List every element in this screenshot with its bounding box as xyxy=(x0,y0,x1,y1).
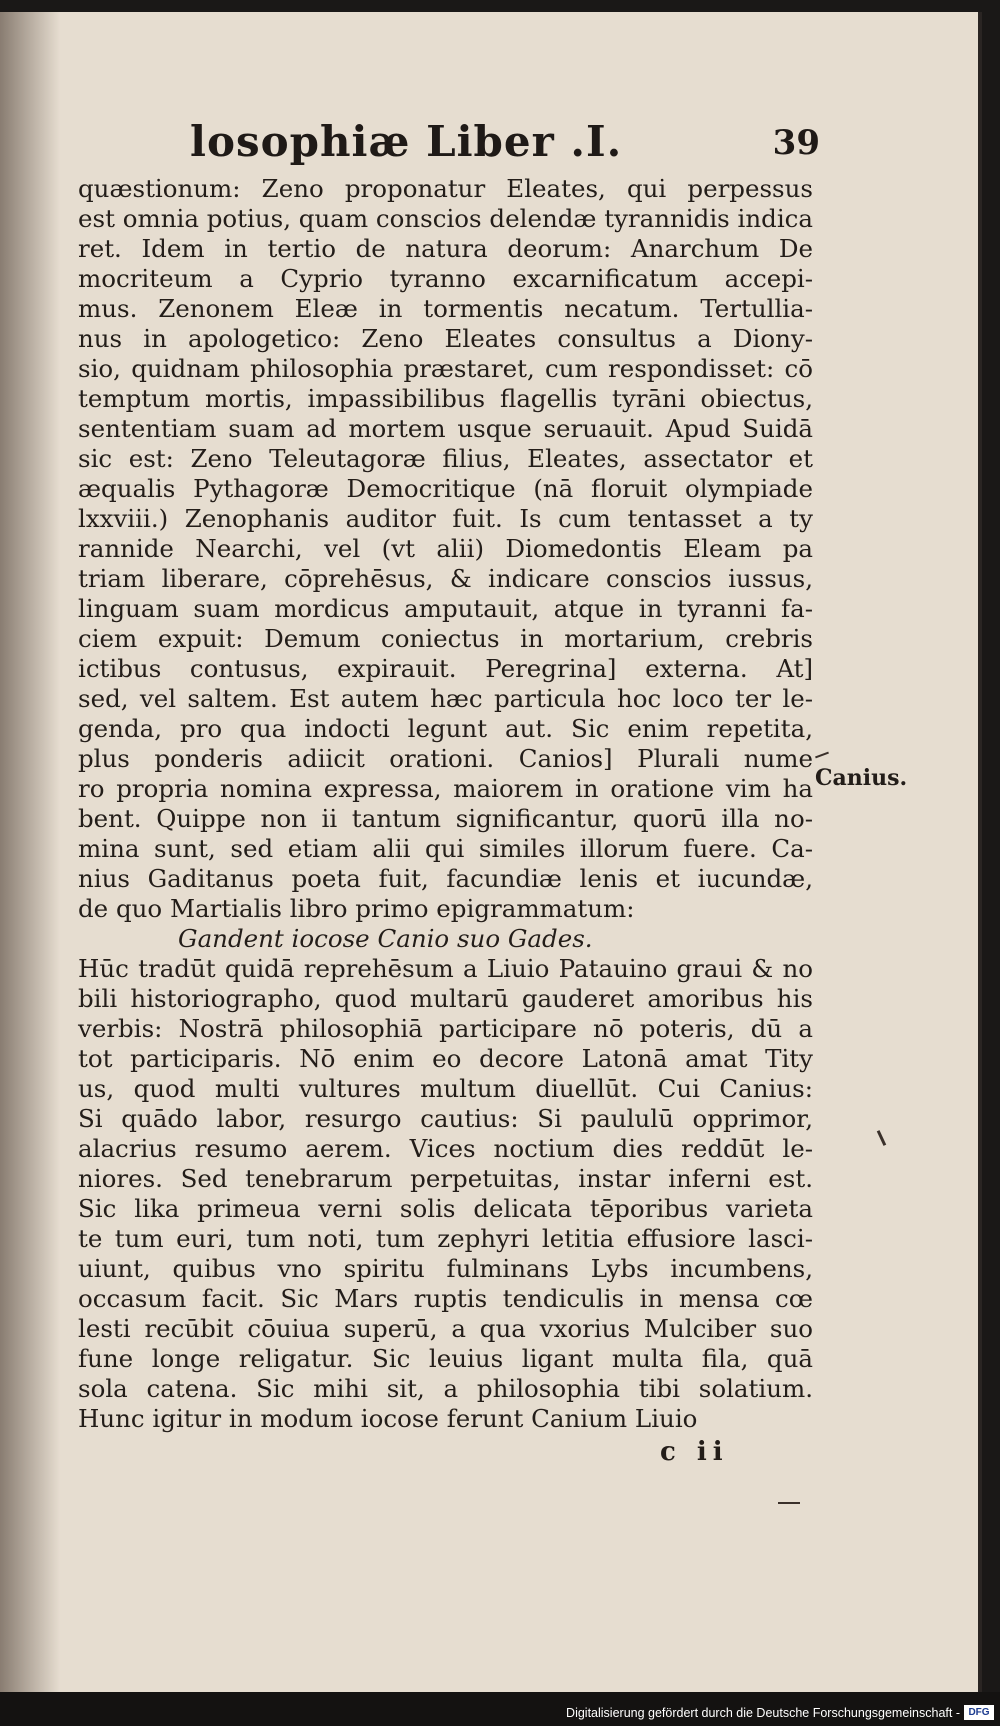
text-line: sed, vel saltem. Est autem hæc particula hoc loco ter le- xyxy=(78,684,813,713)
body-text xyxy=(78,174,813,1434)
text-line: Sic lika primeua verni solis delicata tēporibus varieta xyxy=(78,1194,813,1223)
text-line: mina sunt, sed etiam alii qui similes illorum fuere. Ca- xyxy=(78,834,813,863)
text-line: sola catena. Sic mihi sit, a philosophia tibi solatium. xyxy=(78,1374,813,1403)
text-line: lxxviii.) Zenophanis auditor fuit. Is cum tentasset a ty xyxy=(78,504,813,533)
text-line: plus ponderis adiicit orationi. Canios] Plurali nume xyxy=(78,744,813,773)
text-line: temptum mortis, impassibilibus flagellis tyrāni obiectus, xyxy=(78,384,813,413)
text-line: uiunt, quibus vno spiritu fulminans Lybs incumbens, xyxy=(78,1254,813,1283)
text-line: te tum euri, tum noti, tum zephyri letitia effusiore lasci- xyxy=(78,1224,813,1253)
body-block-1 xyxy=(78,174,813,924)
text-line: fune longe religatur. Sic leuius ligant multa fila, quā xyxy=(78,1344,813,1373)
folio-number: 39 xyxy=(772,123,820,163)
text-line: tot participaris. Nō enim eo decore Latonā amat Tity xyxy=(78,1044,813,1073)
text-line: bent. Quippe non ii tantum significantur, quorū illa no- xyxy=(78,804,813,833)
body-block-2 xyxy=(78,954,813,1434)
text-line: ictibus contusus, expirauit. Peregrina] externa. At] xyxy=(78,654,813,683)
text-line: rannide Nearchi, vel (vt alii) Diomedontis Eleam pa xyxy=(78,534,813,563)
text-line: linguam suam mordicus amputauit, atque in tyranni fa- xyxy=(78,594,813,623)
text-line: quæstionum: Zeno proponatur Eleates, qui perpessus xyxy=(78,174,813,203)
signature-mark: c ii xyxy=(660,1437,729,1467)
running-head: losophiæ Liber .I. xyxy=(190,117,623,166)
text-line: niores. Sed tenebrarum perpetuitas, instar inferni est. xyxy=(78,1164,813,1193)
funding-credit: Digitalisierung gefördert durch die Deutsche Forschungsgemeinschaft - xyxy=(566,1706,960,1720)
text-line: verbis: Nostrā philosophiā participare nō poteris, dū a xyxy=(78,1014,813,1043)
text-line: sententiam suam ad mortem usque seruauit. Apud Suidā xyxy=(78,414,813,443)
text-line: nus in apologetico: Zeno Eleates consultus a Diony- xyxy=(78,324,813,353)
text-line: de quo Martialis libro primo epigrammatum: xyxy=(78,894,635,923)
text-line: ciem expuit: Demum coniectus in mortarium, crebris xyxy=(78,624,813,653)
text-line: Hunc igitur in modum iocose ferunt Canium Liuio xyxy=(78,1404,698,1433)
text-line: nius Gaditanus poeta fuit, facundiæ lenis et iucundæ, xyxy=(78,864,813,893)
text-line: mus. Zenonem Eleæ in tormentis necatum. Tertullia- xyxy=(78,294,813,323)
text-line: lesti recūbit cōuiua superū, a qua vxorius Mulciber suo xyxy=(78,1314,813,1343)
text-line: sio, quidnam philosophia præstaret, cum respondisset: cō xyxy=(78,354,813,383)
dfg-logo: DFG xyxy=(964,1705,994,1720)
text-line: triam liberare, cōprehēsus, & indicare conscios iussus, xyxy=(78,564,813,593)
ink-speck xyxy=(877,1130,886,1146)
text-line: genda, pro qua indocti legunt aut. Sic enim repetita, xyxy=(78,714,813,743)
text-line: mocriteum a Cyprio tyranno excarnificatum accepi- xyxy=(78,264,813,293)
text-line: alacrius resumo aerem. Vices noctium dies reddūt le- xyxy=(78,1134,813,1163)
text-line: Si quādo labor, resurgo cautius: Si paululū opprimor, xyxy=(78,1104,813,1133)
page-header xyxy=(180,117,820,177)
text-line: ro propria nomina expressa, maiorem in oratione vim ha xyxy=(78,774,813,803)
text-line: ret. Idem in tertio de natura deorum: Anarchum De xyxy=(78,234,813,263)
text-line: æqualis Pythagoræ Democritique (nā floruit olympiade xyxy=(78,474,813,503)
gutter-shadow xyxy=(0,12,60,1692)
text-line: us, quod multi vultures multum diuellūt. Cui Canius: xyxy=(78,1074,813,1103)
text-line: occasum facit. Sic Mars ruptis tendiculis in mensa cœ xyxy=(78,1284,813,1313)
text-line: bili historiographo, quod multarū gauderet amoribus his xyxy=(78,984,813,1013)
margin-note: Canius. xyxy=(815,765,908,791)
book-page xyxy=(0,12,982,1692)
footer-bar xyxy=(0,1692,1000,1726)
ink-speck xyxy=(778,1502,800,1504)
text-line: est omnia potius, quam conscios delendæ tyrannidis indica xyxy=(78,204,813,233)
text-line: Hūc tradūt quidā reprehēsum a Liuio Patauino graui & no xyxy=(78,954,813,983)
quote-line: Gandent iocose Canio suo Gades. xyxy=(178,924,593,953)
text-line: sic est: Zeno Teleutagoræ filius, Eleates, assectator et xyxy=(78,444,813,473)
ink-speck xyxy=(815,752,829,759)
